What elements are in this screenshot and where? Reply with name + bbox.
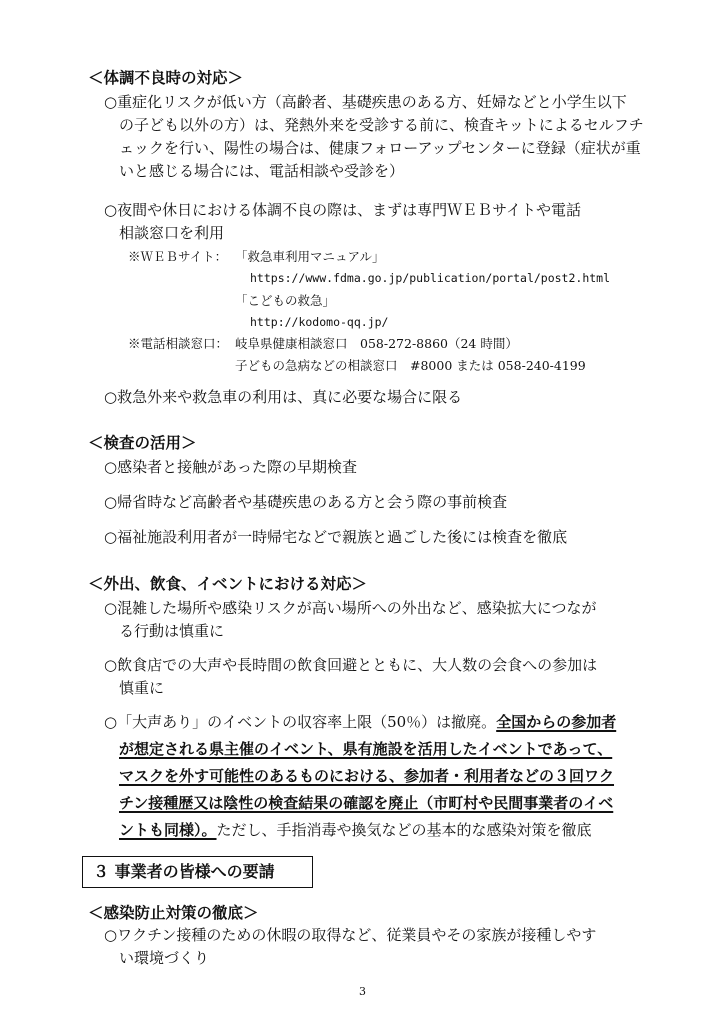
outing-item-3-line-2 <box>119 738 612 761</box>
web-label: ※ＷＥＢサイト： <box>128 249 228 264</box>
outing-item-3-line-5 <box>119 819 592 842</box>
page-number: 3 <box>359 985 366 998</box>
outing-item-3-line-4 <box>119 792 613 815</box>
outing-item-3-emphasis-4: チン接種歴又は陰性の検査結果の確認を廃止（市町村や民間事業者のイベ <box>119 794 614 812</box>
health-item-2-first: ○夜間や休日における体調不良の際は、まずは専門ＷＥＢサイトや電話 <box>104 201 582 219</box>
web1-url[interactable]: https://www.fdma.go.jp/publication/portal/post2.html <box>250 271 611 285</box>
outing-item-3-plain-start: ○「大声あり」のイベントの収容率上限（50％）は撤廃。 <box>104 713 497 731</box>
health-item-1-cont: の子ども以外の方）は、発熱外来を受診する前に、検査キットによるセルフチェックを行い、陽性の場合は、健康フォローアップセンターに登録（症状が重いと感じる場合には、電話相談や受診を） <box>119 116 644 180</box>
testing-item-2: ○帰省時など高齢者や基礎疾患のある方と会う際の事前検査 <box>104 493 508 511</box>
web2-url[interactable]: http://kodomo-qq.jp/ <box>250 315 389 329</box>
outing-item-3-emphasis-3: マスクを外す可能性のあるものにおける、参加者・利用者などの３回ワク <box>119 767 615 785</box>
outing-item-3-plain-end: ただし、手指消毒や換気などの基本的な感染対策を徹底 <box>216 821 592 839</box>
outing-item-3-emphasis-1: 全国からの参加者 <box>496 713 617 731</box>
prevention-item-1-cont: い環境づくり <box>119 949 210 967</box>
web1-name: 「救急車利用マニュアル」 <box>235 249 385 264</box>
outing-item-2-cont: 慎重に <box>119 679 165 697</box>
web2-name: 「こどもの救急」 <box>235 293 336 308</box>
phone-2: 子どもの急病などの相談窓口 #8000 または 058-240-4199 <box>235 358 586 373</box>
heading-health: ＜体調不良時の対応＞ <box>88 69 244 87</box>
outing-item-2-first: ○飲食店での大声や長時間の飲食回避とともに、大人数の会食への参加は <box>104 656 598 674</box>
prevention-item-1-first: ○ワクチン接種のための休暇の取得など、従業員やその家族が接種しやす <box>104 926 597 944</box>
health-item-2 <box>104 199 644 245</box>
outing-item-3-emphasis-5: ントも同様）。 <box>119 821 217 839</box>
outing-item-3-emphasis-2: が想定される県主催のイベント、県有施設を活用したイベントであって、 <box>119 740 613 758</box>
health-item-2-cont: 相談窓口を利用 <box>119 224 225 242</box>
outing-item-1-cont: る行動は慎重に <box>119 622 225 640</box>
heading-testing: ＜検査の活用＞ <box>88 434 197 452</box>
health-item-1 <box>104 91 644 183</box>
heading-outing: ＜外出、飲食、イベントにおける対応＞ <box>88 575 368 593</box>
testing-item-1: ○感染者と接触があった際の早期検査 <box>104 458 357 476</box>
phone-label: ※電話相談窓口： <box>128 336 229 351</box>
prevention-item-1 <box>104 924 644 970</box>
health-item-3: ○救急外来や救急車の利用は、真に必要な場合に限る <box>104 388 463 406</box>
heading-prevention: ＜感染防止対策の徹底＞ <box>88 904 259 922</box>
outing-item-3-line-3 <box>119 765 614 788</box>
section-3-title: ３ 事業者の皆様への要請 <box>82 856 313 888</box>
phone-1: 岐阜県健康相談窓口 058-272-8860（24 時間） <box>235 336 518 351</box>
testing-item-3: ○福祉施設利用者が一時帰宅などで親族と過ごした後には検査を徹底 <box>104 528 568 546</box>
outing-item-1 <box>104 597 644 643</box>
health-item-1-first: ○重症化リスクが低い方（高齢者、基礎疾患のある方、妊婦などと小学生以下 <box>104 93 627 111</box>
outing-item-3-line-1 <box>104 711 616 734</box>
outing-item-2 <box>104 654 644 700</box>
outing-item-1-first: ○混雑した場所や感染リスクが高い場所への外出など、感染拡大につなが <box>104 599 597 617</box>
